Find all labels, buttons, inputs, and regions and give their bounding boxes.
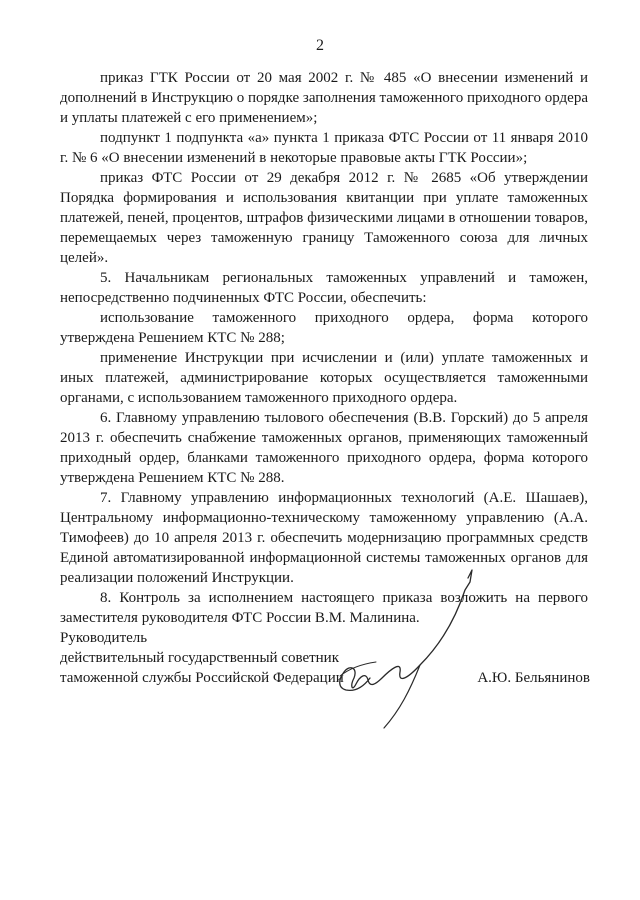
paragraph-item-6: 6. Главному управлению тылового обеспечения (В.В. Горский) до 5 апреля 2013 г. обеспечить снабжение таможенных органов, применяющих таможенный приходный ордер, бланками таможенного приходного ордера, форма которого утверждена Решением КТС № 288. <box>60 410 588 486</box>
signer-rank-line2: таможенной службы Российской Федерации <box>60 670 344 686</box>
document-body <box>60 68 588 628</box>
paragraph-item-5-application: применение Инструкции при исчислении и (или) уплате таможенных и иных платежей, администрирование которых осуществляется таможенными органами, с использованием таможенного приходного ордера. <box>60 350 588 406</box>
paragraph-order-6-subclause: подпункт 1 подпункта «а» пункта 1 приказа ФТС России от 11 января 2010 г. № 6 «О внесении изменений в некоторые правовые акты ГТК России»; <box>60 130 588 166</box>
paragraph-order-485: приказ ГТК России от 20 мая 2002 г. № 485 «О внесении изменений и дополнений в Инструкцию о порядке заполнения таможенного приходного ордера и уплаты платежей с его применением»; <box>60 70 588 126</box>
paragraph-item-8: 8. Контроль за исполнением настоящего приказа возложить на первого заместителя руководителя ФТС России В.М. Малинина. <box>60 590 588 626</box>
page-number: 2 <box>316 37 324 54</box>
paragraph-item-5: 5. Начальникам региональных таможенных управлений и таможен, непосредственно подчиненных ФТС России, обеспечить: <box>60 270 588 306</box>
signer-name: А.Ю. Бельянинов <box>477 670 590 686</box>
signer-rank-line1: действительный государственный советник <box>60 650 340 666</box>
paragraph-item-5-usage: использование таможенного приходного ордера, форма которого утверждена Решением КТС № 288; <box>60 310 588 346</box>
paragraph-item-7: 7. Главному управлению информационных технологий (А.Е. Шашаев), Центральному информационно-техническому таможенному управлению (А.А. Тимофеев) до 10 апреля 2013 г. обеспечить модернизацию программных средств Единой автоматизированной информационной системы таможенных органов для реализации положений Инструкции. <box>60 490 588 586</box>
paragraph-order-2685: приказ ФТС России от 29 декабря 2012 г. № 2685 «Об утверждении Порядка формирования и использования квитанции при уплате таможенных платежей, пеней, процентов, штрафов физическими лицами в отношении товаров, перемещаемых через таможенную границу Таможенного союза для личных целей». <box>60 170 588 266</box>
signature-block <box>60 628 590 688</box>
signer-position-title: Руководитель <box>60 630 148 646</box>
